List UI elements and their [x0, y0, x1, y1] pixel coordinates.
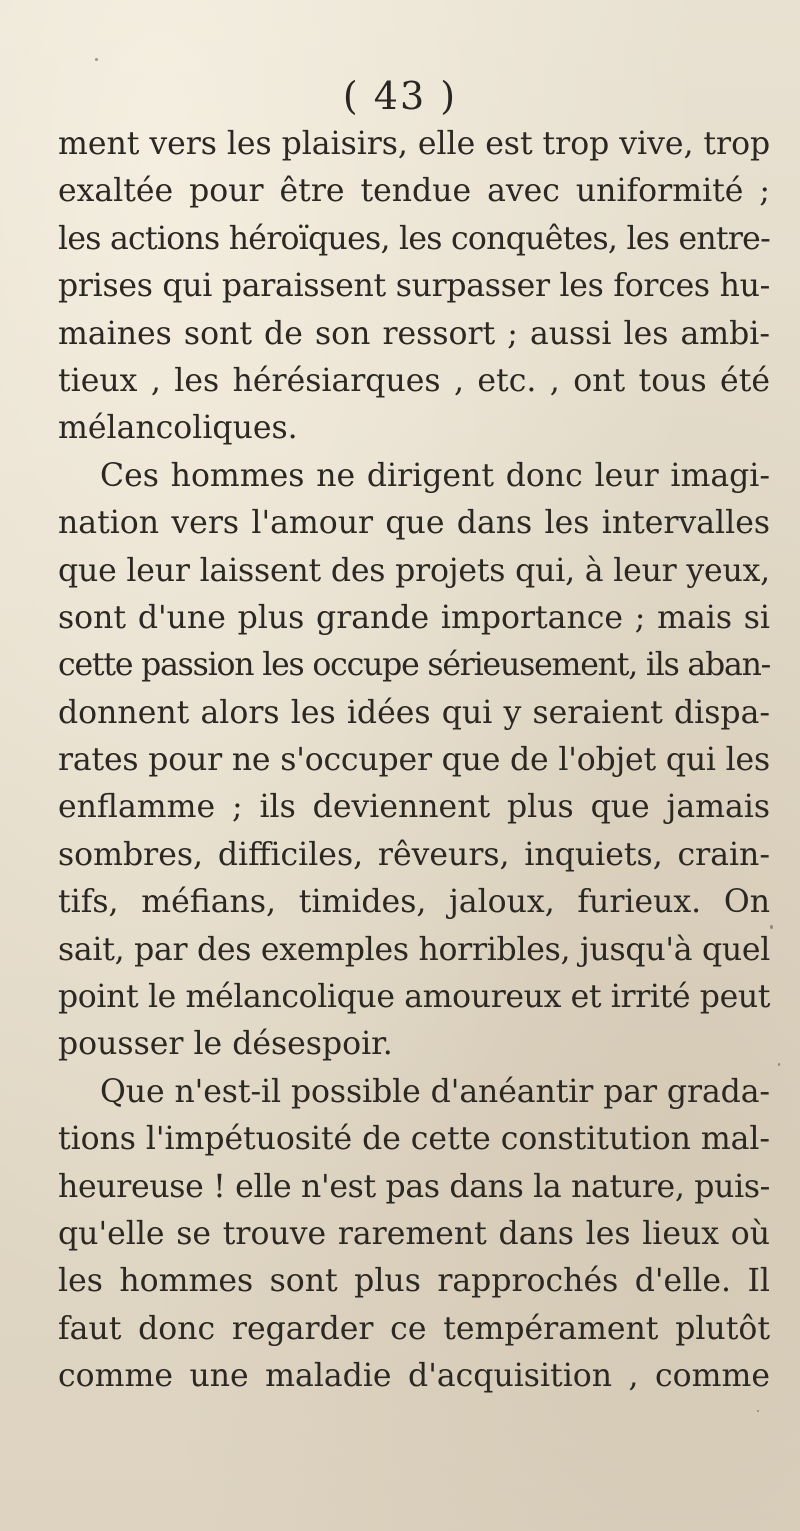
text-line: tifs, méfians, timides, jaloux, furieux. On — [58, 884, 770, 921]
text-line: maines sont de son ressort ; aussi les ambi- — [58, 315, 770, 352]
paragraph-start-line: Que n'est-il possible d'anéantir par grada- — [100, 1073, 770, 1110]
text-line: pousser le désespoir. — [58, 1026, 393, 1063]
text-line: faut donc regarder ce tempérament plutôt — [58, 1310, 770, 1347]
text-line: sait, par des exemples horribles, jusqu'à quel — [58, 931, 771, 968]
page-number: ( 43 ) — [342, 74, 458, 118]
text-line: ment vers les plaisirs, elle est trop vive, trop — [58, 126, 771, 162]
text-line: point le mélancolique amoureux et irrité peut — [58, 979, 771, 1016]
text-line: donnent alors les idées qui y seraient dispa- — [58, 694, 770, 731]
text-line: rates pour ne s'occuper que de l'objet qui les — [58, 742, 770, 779]
paper-speck — [95, 58, 98, 61]
text-line: tieux , les hérésiarques , etc. , ont tous été — [58, 362, 770, 399]
text-line: enflamme ; ils deviennent plus que jamais — [58, 789, 770, 826]
text-line: mélancoliques. — [58, 410, 298, 447]
text-line: que leur laissent des projets qui, à leur yeux, — [58, 552, 770, 589]
text-line: sont d'une plus grande importance ; mais si — [58, 599, 770, 636]
text-line: heureuse ! elle n'est pas dans la nature, puis- — [58, 1168, 770, 1205]
text-line: nation vers l'amour que dans les intervalles — [58, 505, 770, 542]
text-line: sombres, difficiles, rêveurs, inquiets, crain- — [58, 836, 770, 873]
paper-speck — [770, 925, 773, 929]
text-line: qu'elle se trouve rarement dans les lieux où — [58, 1215, 770, 1252]
text-line: tions l'impétuosité de cette constitution mal- — [58, 1121, 770, 1158]
text-line: les actions héroïques, les conquêtes, les entre- — [58, 220, 770, 257]
page-text — [58, 121, 770, 1401]
paper-speck — [778, 1063, 780, 1066]
text-line: les hommes sont plus rapprochés d'elle. Il — [58, 1263, 770, 1300]
paper-speck — [757, 1410, 759, 1412]
text-line: cette passion les occupe sérieusement, ils aban- — [58, 647, 771, 684]
text-line: comme une maladie d'acquisition , comme — [58, 1358, 770, 1395]
text-line: exaltée pour être tendue avec uniformité ; — [58, 173, 770, 210]
paragraph-start-line: Ces hommes ne dirigent donc leur imagi- — [100, 457, 770, 494]
text-line: prises qui paraissent surpasser les forces hu- — [58, 268, 770, 305]
